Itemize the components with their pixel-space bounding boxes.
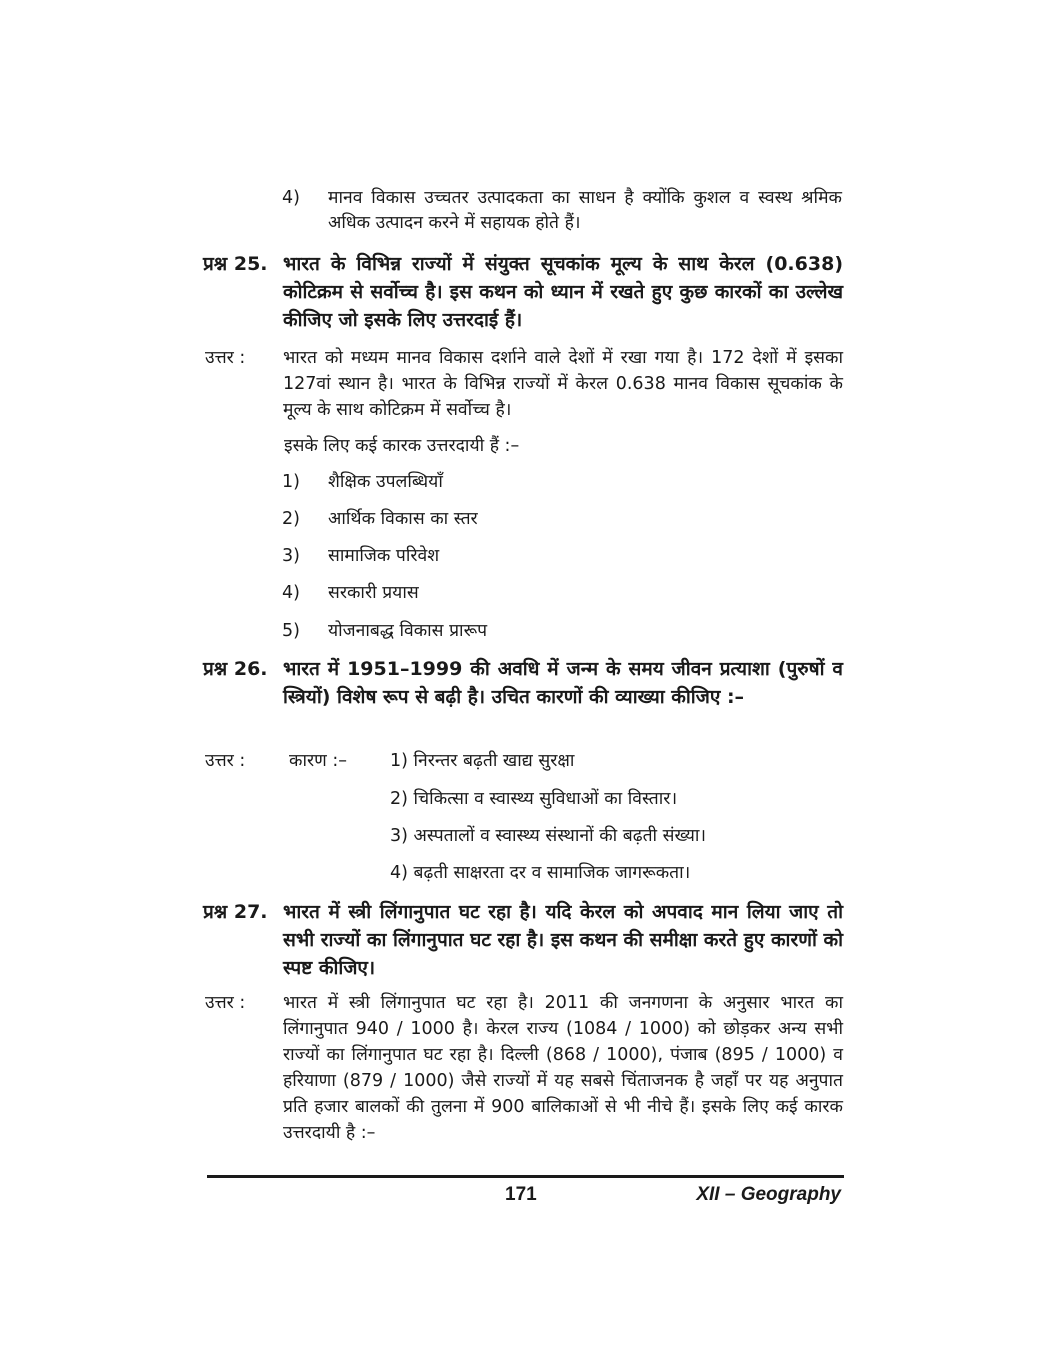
question-text: भारत में 1951–1999 की अवधि में जन्म के समय जीवन प्रत्याशा (पुरुषों व स्त्रियों) विशेष रूप से बढ़ी है। उचित कारणों की व्याख्या कीजिए :– bbox=[283, 658, 843, 708]
question-number: प्रश्न 25. bbox=[203, 253, 268, 275]
document-page: 4) मानव विकास उच्चतर उत्पादकता का साधन है क्योंकि कुशल व स्वस्थ श्रमिक अधिक उत्पादन करने में सहायक होते हैं। प्रश्न 25. भारत के विभिन्न राज्यों में संयुक्त सूचकांक मूल्य के साथ केरल (0.638) कोटिक्रम से सर्वोच्च है। इस कथन को ध्यान में रखते हुए कुछ कारकों का उल्लेख कीजिए जो इसके लिए उत्तरदाई हैं। उत्तर : भारत को मध्यम मानव विकास दर्शाने वाले देशों में रखा गया है। 172 देशों में इसका 127वां स्थान है। भारत के विभिन्न राज्यों में केरल 0.638 मानव विकास सूचकांक के मूल्य के साथ कोटिक्रम में सर्वोच्च है। इसके लिए कई कारक उत्तरदायी हैं :– 1) शैक्षिक उपलब्धियाँ 2) आर्थिक विकास का स्तर 3) सामाजिक परिवेश 4) सरकारी प्रयास 5) योजनाबद्ध विकास प्रारूप प्रश्न 26. भारत में 1951–1999 की अवधि में जन्म के समय जीवन प्रत्याशा (पुरुषों व स्त्रियों) विशेष रूप से बढ़ी है। उचित कारणों की व्याख्या कीजिए :– उत्तर : कारण :– 1) निरन्तर बढ़ती खाद्य सुरक्षा 2) चिकित्सा व स्वास्थ्य सुविधाओं का विस्तार। 3) अस्पतालों व स्वास्थ्य संस्थानों की बढ़ती संख्या। 4) बढ़ती साक्षरता दर व सामाजिक जागरूकता। प्रश्न 27. भारत में स्त्री लिंगानुपात घट रहा है। यदि केरल को अपवाद मान लिया जाए तो सभी राज्यों का लिंगानुपात घट रहा है। इस कथन की समीक्षा करते हुए कारणों को स्पष्ट कीजिए। उत्तर : भारत में स्त्री लिंगानुपात घट रहा है। 2011 की जनगणना के अनुसार भारत का लिंगानुपात 940 / 1000 है। केरल राज्य (1084 / 1000) को छोड़कर अन्य सभी राज्यों का लिंगानुपात घट रहा है। दिल्ली (868 / 1000), पंजाब (895 / 1000) व हरियाणा (879 / 1000) जैसे राज्यों में यह सबसे चिंताजनक है जहाँ पर यह अनुपात प्रति हजार बालकों की तुलना में 900 बालिकाओं से भी नीचे हैं। इसके लिए कई कारक उत्तरदायी है :– 171 XII – Geography bbox=[203, 188, 844, 1205]
list-item: 1) निरन्तर बढ़ती खाद्य सुरक्षा bbox=[390, 751, 575, 771]
answer-label: उत्तर : bbox=[205, 751, 246, 771]
item-text: मानव विकास उच्चतर उत्पादकता का साधन है क्योंकि कुशल व स्वस्थ श्रमिक अधिक उत्पादन करने में सहायक होते हैं। bbox=[328, 188, 842, 233]
question-text: भारत में स्त्री लिंगानुपात घट रहा है। यदि केरल को अपवाद मान लिया जाए तो सभी राज्यों का लिंगानुपात घट रहा है। इस कथन की समीक्षा करते हुए कारणों को स्पष्ट कीजिए। bbox=[283, 901, 844, 979]
answer-text: भारत को मध्यम मानव विकास दर्शाने वाले देशों में रखा गया है। 172 देशों में इसका 127वां स्थान है। भारत के विभिन्न राज्यों में केरल 0.638 मानव विकास सूचकांक के मूल्य के साथ कोटिक्रम में सर्वोच्च है। bbox=[283, 348, 843, 420]
footer-rule bbox=[207, 1175, 844, 1178]
answer-text: भारत में स्त्री लिंगानुपात घट रहा है। 2011 की जनगणना के अनुसार भारत का लिंगानुपात 940 / 1000 है। केरल राज्य (1084 / 1000) को छोड़कर अन्य सभी राज्यों का लिंगानुपात घट रहा है। दिल्ली (868 / 1000), पंजाब (895 / 1000) व हरियाणा (879 / 1000) जैसे राज्यों में यह सबसे चिंताजनक है जहाँ पर यह अनुपात प्रति हजार बालकों की तुलना में 900 बालिकाओं से भी नीचे हैं। इसके लिए कई कारक उत्तरदायी है :– bbox=[283, 993, 843, 1143]
factors-intro: इसके लिए कई कारक उत्तरदायी हैं :– bbox=[284, 436, 520, 456]
page-number: 171 bbox=[505, 1184, 537, 1205]
subject-label: XII – Geography bbox=[696, 1184, 841, 1205]
question-number: प्रश्न 27. bbox=[203, 901, 268, 923]
question-number: प्रश्न 26. bbox=[203, 658, 268, 680]
reasons-label: कारण :– bbox=[289, 751, 347, 771]
list-item: 2) चिकित्सा व स्वास्थ्य सुविधाओं का विस्तार। bbox=[390, 789, 678, 809]
list-item: 3) अस्पतालों व स्वास्थ्य संस्थानों की बढ़ती संख्या। bbox=[390, 826, 707, 846]
item-number: 4) bbox=[282, 188, 300, 208]
answer-label: उत्तर : bbox=[205, 348, 246, 368]
answer-label: उत्तर : bbox=[205, 993, 246, 1013]
question-text: भारत के विभिन्न राज्यों में संयुक्त सूचकांक मूल्य के साथ केरल (0.638) कोटिक्रम से सर्वोच्च है। इस कथन को ध्यान में रखते हुए कुछ कारकों का उल्लेख कीजिए जो इसके लिए उत्तरदाई हैं। bbox=[283, 253, 843, 331]
list-item: 4) बढ़ती साक्षरता दर व सामाजिक जागरूकता। bbox=[390, 863, 691, 883]
